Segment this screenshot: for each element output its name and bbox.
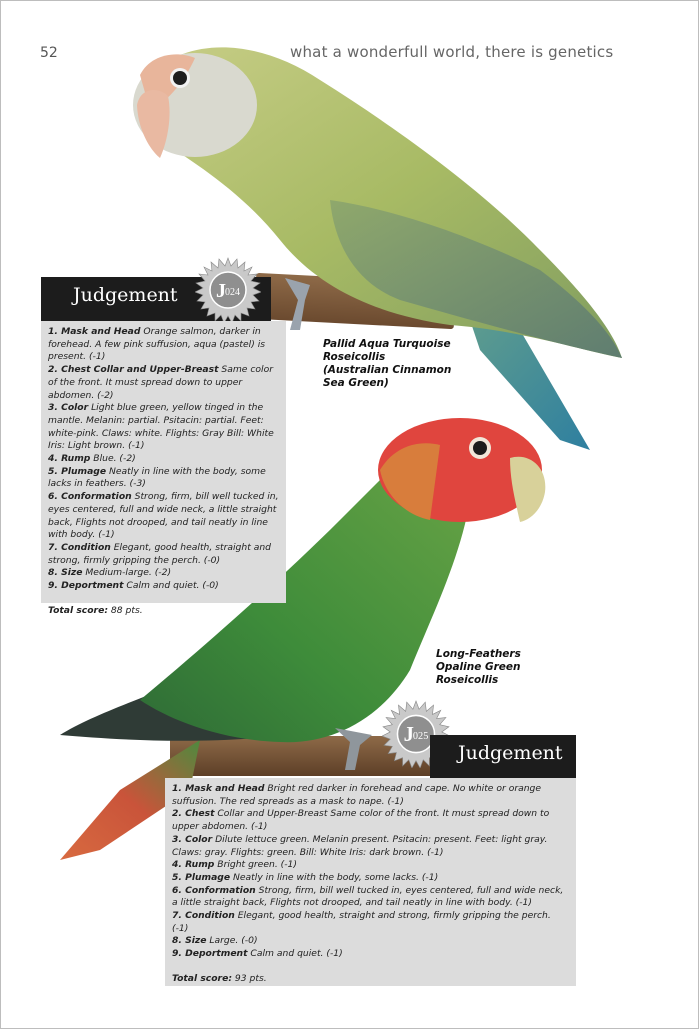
svg-text:024: 024 xyxy=(225,287,240,298)
criterion-item xyxy=(172,885,570,910)
criterion-text: Elegant, good health, straight and strong, firmly gripping the perch. (-0) xyxy=(48,541,272,566)
criterion-text: Neatly in line with the body, some lacks. (-1) xyxy=(233,871,439,883)
criterion-text: Bright green. (-1) xyxy=(217,859,297,871)
criterion-title: 1. Mask and Head xyxy=(48,326,141,337)
judgement-panel-bottom xyxy=(165,778,576,986)
judgement-heading-bottom: Judgement xyxy=(458,742,563,764)
criterion-item xyxy=(172,834,570,859)
caption-pallid-aqua: Pallid Aqua Turquoise Roseicollis (Australian Cinnamon Sea Green) xyxy=(323,338,452,389)
criterion-item xyxy=(48,402,280,453)
criterion-item xyxy=(48,466,280,491)
criterion-item xyxy=(172,808,570,833)
criterion-text: Bright red darker in forehead and cape. No white or orange suffusion. The red spreads as a mask to nape. (-1) xyxy=(172,783,542,807)
criterion-text: Medium-large. (-2) xyxy=(85,567,172,579)
criterion-item xyxy=(172,859,570,872)
criterion-title: 7. Condition xyxy=(48,541,111,553)
judgement-heading-band-bottom xyxy=(430,735,576,778)
judgement-heading-top: Judgement xyxy=(73,284,178,306)
svg-text:J: J xyxy=(403,724,414,747)
criterion-text: Calm and quiet. (-1) xyxy=(250,948,343,960)
svg-text:J: J xyxy=(216,280,226,302)
criterion-title: 9. Deportment xyxy=(172,948,248,960)
criterion-text: Dilute lettuce green. Melanin present. Psitacin: present. Feet: light gray. Claws: gray. Flights: green. Bill: White Iris: dark brown. (-1) xyxy=(172,833,548,858)
criterion-text: Strong, firm, bill well tucked in, eyes centered, full and wide neck, a little straight back, Flights not drooped, and tail neatly in line with body. (-1) xyxy=(172,884,564,909)
page-number: 52 xyxy=(40,45,58,61)
criterion-title: 2. Chest Collar and Upper-Breast xyxy=(48,364,219,376)
criterion-text: Elegant, good health, straight and strong, firmly gripping the perch. (-1) xyxy=(172,910,551,934)
criterion-item xyxy=(48,326,280,364)
criterion-item xyxy=(172,783,570,808)
criterion-item xyxy=(48,580,280,593)
total-score-top: Total score: 88 pts. xyxy=(48,604,143,616)
criterion-title: 1. Mask and Head xyxy=(172,783,265,794)
criterion-item xyxy=(172,948,570,961)
criterion-title: 4. Rump xyxy=(48,453,91,465)
criterion-title: 8. Size xyxy=(48,567,83,579)
criterion-text: Large. (-0) xyxy=(209,935,258,947)
criterion-title: 2. Chest xyxy=(172,808,215,820)
criterion-title: 6. Conformation xyxy=(48,491,132,503)
total-score-bottom: Total score: 93 pts. xyxy=(172,972,267,984)
criterion-title: 9. Deportment xyxy=(48,580,124,592)
criterion-title: 3. Color xyxy=(48,402,89,414)
criterion-text: Strong, firm, bill well tucked in, eyes centered, full and wide neck, a little straight back, Flights not drooped, and tail neatly in line with body. (-1) xyxy=(48,491,279,541)
criterion-title: 4. Rump xyxy=(172,859,215,871)
running-title: what a wonderfull world, there is genetics xyxy=(290,43,614,61)
criteria-list-top xyxy=(48,326,280,593)
judgement-panel-top xyxy=(41,321,286,616)
criteria-list-bottom xyxy=(172,783,570,961)
criterion-title: 5. Plumage xyxy=(172,871,231,883)
criterion-item xyxy=(172,910,570,935)
caption-opaline-green: Long-Feathers Opaline Green Roseicollis xyxy=(436,648,521,686)
criterion-title: 6. Conformation xyxy=(172,884,256,896)
criterion-text: Same color of the front. It must spread down to upper abdomen. (-2) xyxy=(48,364,273,401)
criterion-item xyxy=(48,542,280,567)
criterion-text: Collar and Upper-Breast Same color of the front. It must spread down to upper abdomen. (-1) xyxy=(172,808,550,833)
criterion-item xyxy=(48,491,280,542)
criterion-item xyxy=(48,364,280,402)
seal-badge-024-icon xyxy=(195,257,261,323)
svg-text:025: 025 xyxy=(412,731,429,743)
criterion-item xyxy=(172,872,570,885)
criterion-text: Neatly in line with the body, some lacks in feathers. (-3) xyxy=(48,465,266,490)
criterion-title: 3. Color xyxy=(172,833,213,845)
criterion-item xyxy=(172,935,570,948)
criterion-title: 5. Plumage xyxy=(48,465,107,477)
criterion-item xyxy=(48,453,280,466)
criterion-text: Orange salmon, darker in forehead. A few pink suffusion, aqua (pastel) is present. (-1) xyxy=(48,326,266,363)
criterion-title: 7. Condition xyxy=(172,910,235,922)
criterion-title: 8. Size xyxy=(172,935,207,947)
criterion-text: Light blue green, yellow tinged in the mantle. Melanin: partial. Psitacin: partial. Feet: white-pink. Claws: white. Flights: Gray Bill: White Iris: Light brown. (-1) xyxy=(48,402,274,452)
criterion-item xyxy=(48,567,280,580)
criterion-text: Calm and quiet. (-0) xyxy=(126,580,219,592)
criterion-text: Blue. (-2) xyxy=(93,453,136,465)
